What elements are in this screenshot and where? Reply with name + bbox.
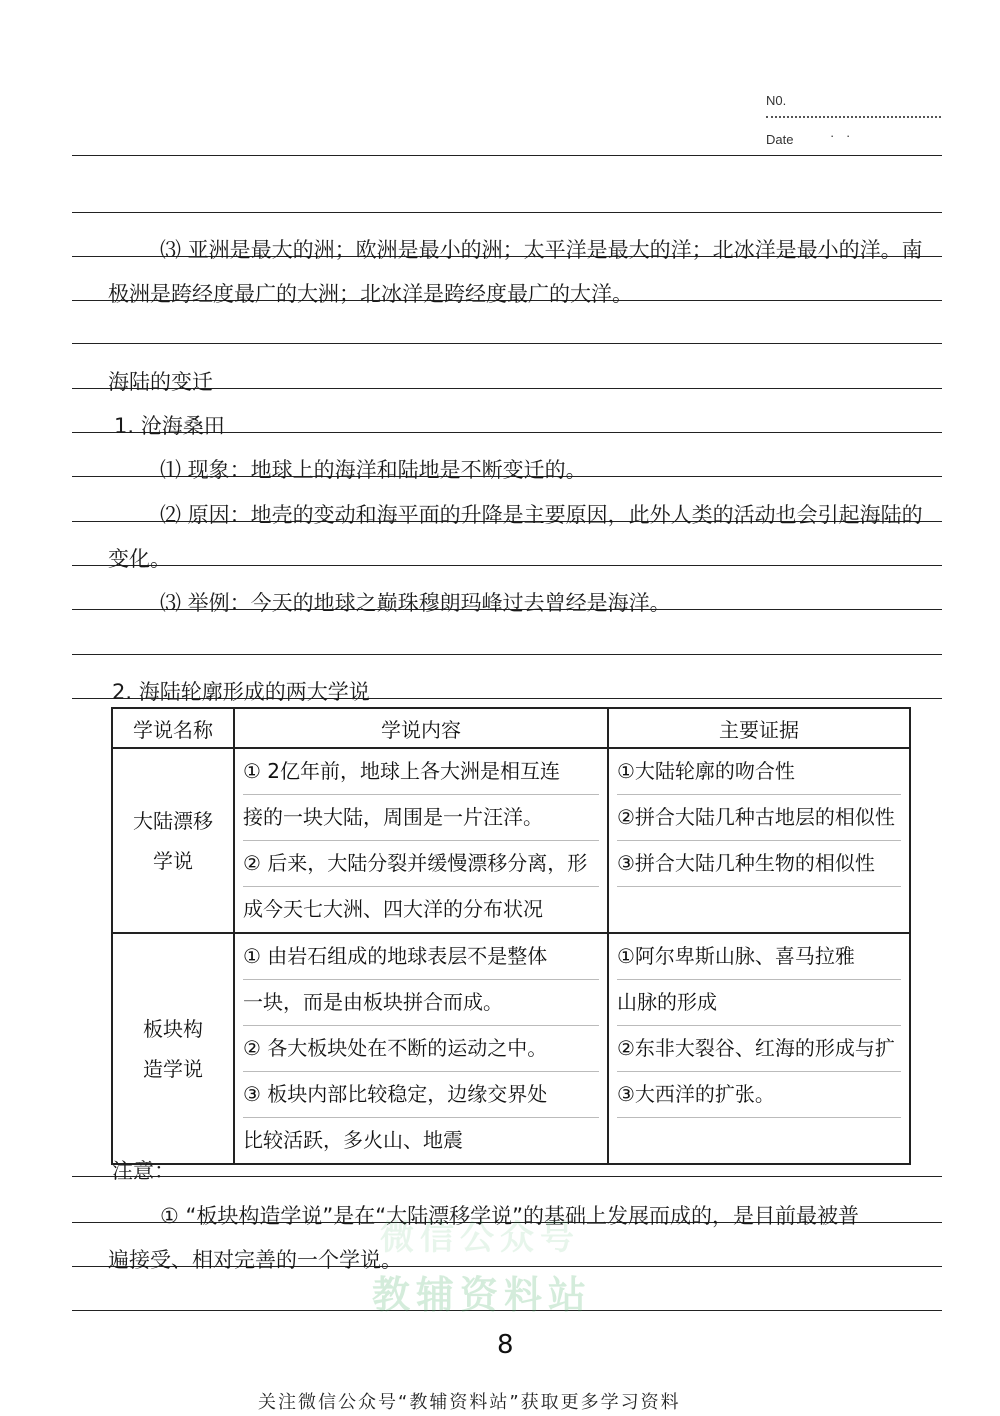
theory-name-line: 学说 — [153, 848, 193, 873]
watermark-line-1: 微信公众号 — [380, 1218, 580, 1258]
ruled-line — [72, 654, 942, 655]
page-number: 8 — [497, 1330, 514, 1360]
section-title: 海陆的变迁 — [108, 370, 213, 394]
header-main-evidence: 主要证据 — [608, 708, 910, 748]
content-line: ① 由岩石组成的地球表层不是整体 — [243, 934, 599, 980]
content-line: 比较活跃，多火山、地震 — [243, 1128, 463, 1152]
continents-line-2: 极洲是跨经度最广的大洲；北冰洋是跨经度最广的大洋。 — [108, 282, 633, 306]
content-line: ② 各大板块处在不断的运动之中。 — [243, 1026, 599, 1072]
header-theory-name: 学说名称 — [112, 708, 234, 748]
note-line-2: 遍接受、相对完善的一个学说。 — [108, 1248, 402, 1272]
theory-name-line: 大陆漂移 — [133, 808, 213, 833]
evidence-line — [617, 1118, 901, 1163]
theory-name-cell — [112, 933, 234, 1164]
ruled-line — [72, 565, 942, 566]
evidence-line: ①阿尔卑斯山脉、喜马拉雅 — [617, 934, 901, 980]
evidence-line: ③大西洋的扩张。 — [617, 1072, 901, 1118]
example-item: ⑶ 举例：今天的地球之巅珠穆朗玛峰过去曾经是海洋。 — [160, 591, 671, 615]
theory-name-cell — [112, 748, 234, 933]
number-label: N0. — [766, 93, 787, 108]
content-line: 一块，而是由板块拼合而成。 — [243, 980, 599, 1026]
table-header-row — [112, 708, 910, 748]
content-line: ② 后来，大陆分裂并缓慢漂移分离，形 — [243, 841, 599, 887]
evidence-line: ②拼合大陆几种古地层的相似性 — [617, 795, 901, 841]
evidence-cell — [608, 933, 910, 1164]
theories-table — [111, 707, 911, 1165]
ruled-line — [72, 212, 942, 213]
header-theory-content: 学说内容 — [234, 708, 608, 748]
number-dotted-line — [766, 116, 941, 118]
subsection-1-title: 1. 沧海桑田 — [114, 414, 225, 438]
content-line: 成今天七大洲、四大洋的分布状况 — [243, 897, 543, 921]
footer-note: 关注微信公众号“教辅资料站”获取更多学习资料 — [258, 1392, 681, 1413]
ruled-line — [72, 343, 942, 344]
content-line: ③ 板块内部比较稳定，边缘交界处 — [243, 1072, 599, 1118]
table-row — [112, 933, 910, 1164]
evidence-line: ①大陆轮廓的吻合性 — [617, 749, 901, 795]
evidence-line: ③拼合大陆几种生物的相似性 — [617, 841, 901, 887]
evidence-line: ②东非大裂谷、红海的形成与扩 — [617, 1026, 901, 1072]
continents-line-1: ⑶ 亚洲是最大的洲；欧洲是最小的洲；太平洋是最大的洋；北冰洋是最小的洋。南 — [160, 238, 923, 262]
phenomenon-item: ⑴ 现象：地球上的海洋和陆地是不断变迁的。 — [160, 458, 587, 482]
subsection-2-title: 2. 海陆轮廓形成的两大学说 — [112, 680, 370, 704]
date-dots: · · — [830, 128, 855, 143]
theory-name-line: 造学说 — [143, 1056, 203, 1081]
cause-item-line-2: 变化。 — [108, 547, 171, 571]
note-line-1: ① “板块构造学说”是在“大陆漂移学说”的基础上发展而成的，是目前最被普 — [160, 1204, 860, 1228]
note-label: 注意： — [112, 1159, 175, 1183]
table-row — [112, 748, 910, 933]
evidence-line: 山脉的形成 — [617, 980, 901, 1026]
content-line: ① 2亿年前，地球上各大洲是相互连 — [243, 749, 599, 795]
evidence-cell — [608, 748, 910, 933]
watermark-line-2: 教辅资料站 — [372, 1273, 593, 1317]
theory-name-line: 板块构 — [143, 1016, 203, 1041]
ruled-line — [72, 1176, 942, 1177]
ruled-line — [72, 155, 942, 156]
date-label: Date — [766, 132, 794, 147]
content-line: 接的一块大陆，周围是一片汪洋。 — [243, 795, 599, 841]
evidence-line — [617, 887, 901, 932]
theory-content-cell — [234, 748, 608, 933]
theory-content-cell — [234, 933, 608, 1164]
cause-item-line-1: ⑵ 原因：地壳的变动和海平面的升降是主要原因，此外人类的活动也会引起海陆的 — [160, 503, 923, 527]
